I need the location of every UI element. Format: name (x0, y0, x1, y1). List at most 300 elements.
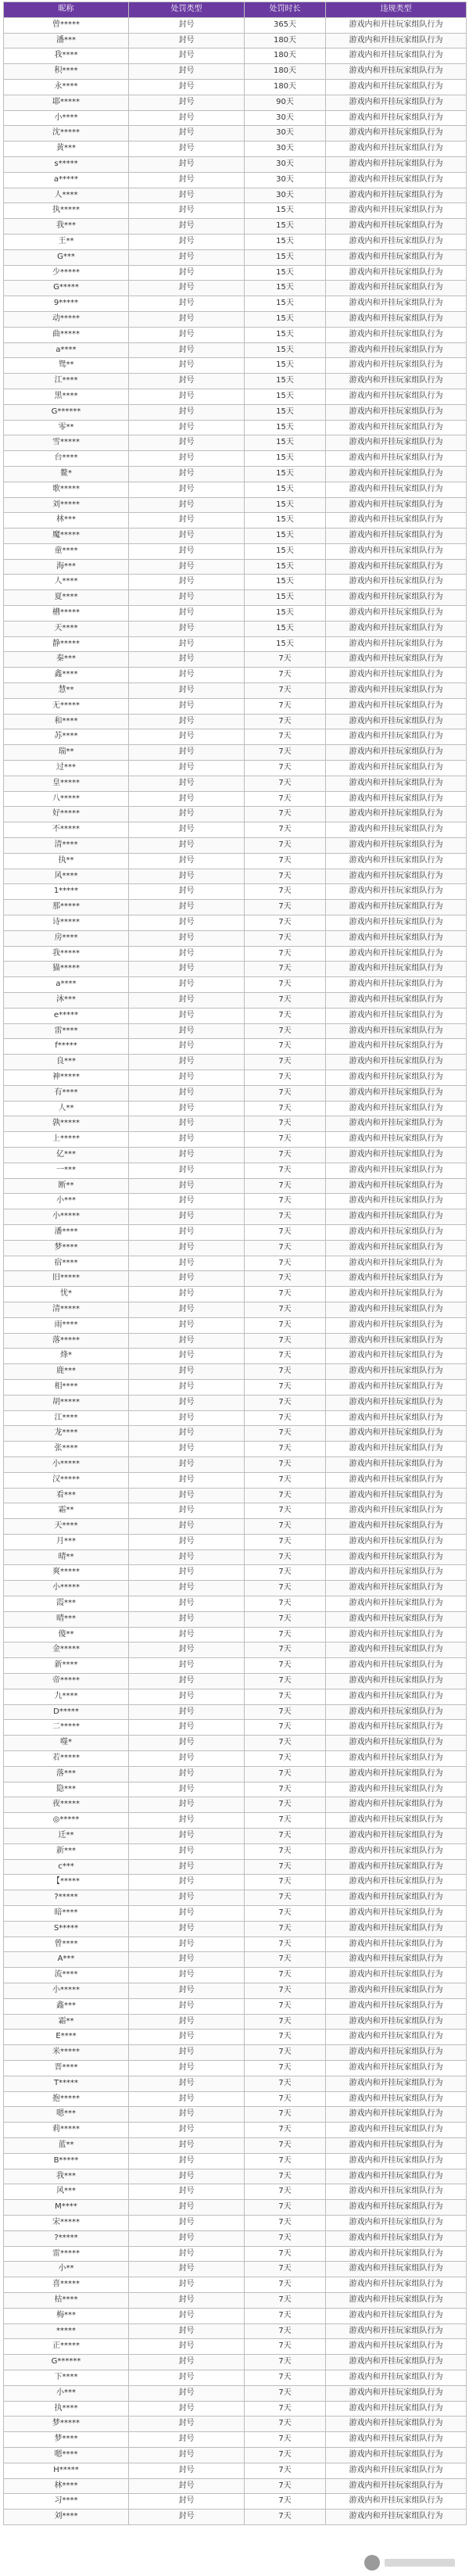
cell-nickname: 隐*** (4, 1782, 129, 1797)
table-row (4, 1317, 467, 1333)
table-row (4, 513, 467, 528)
cell-penalty-duration: 15天 (245, 281, 326, 296)
cell-penalty-duration: 7天 (245, 1349, 326, 1364)
cell-penalty-type: 封号 (129, 1178, 245, 1194)
cell-penalty-type: 封号 (129, 311, 245, 327)
cell-penalty-duration: 7天 (245, 1008, 326, 1023)
cell-penalty-type: 封号 (129, 993, 245, 1009)
table-row (4, 374, 467, 389)
cell-penalty-duration: 7天 (245, 1503, 326, 1519)
cell-penalty-type: 封号 (129, 1008, 245, 1023)
cell-nickname: 梅*** (4, 2308, 129, 2323)
cell-violation-type: 游戏内和开挂玩家组队行为 (326, 1178, 467, 1194)
table-row (4, 156, 467, 172)
cell-penalty-duration: 7天 (245, 1782, 326, 1797)
cell-penalty-type: 封号 (129, 1906, 245, 1922)
cell-violation-type: 游戏内和开挂玩家组队行为 (326, 126, 467, 142)
cell-penalty-duration: 7天 (245, 1101, 326, 1116)
cell-penalty-duration: 7天 (245, 1224, 326, 1240)
cell-penalty-type: 封号 (129, 2463, 245, 2478)
cell-nickname: 蓝** (4, 2137, 129, 2153)
cell-nickname: 喜***** (4, 2277, 129, 2293)
cell-penalty-duration: 15天 (245, 636, 326, 652)
cell-penalty-duration: 15天 (245, 435, 326, 451)
cell-violation-type: 游戏内和开挂玩家组队行为 (326, 652, 467, 668)
cell-violation-type: 游戏内和开挂玩家组队行为 (326, 2401, 467, 2417)
cell-violation-type: 游戏内和开挂玩家组队行为 (326, 900, 467, 915)
cell-penalty-type: 封号 (129, 1843, 245, 1859)
cell-penalty-type: 封号 (129, 2153, 245, 2169)
cell-violation-type: 游戏内和开挂玩家组队行为 (326, 822, 467, 838)
cell-nickname: 梦**** (4, 1240, 129, 1256)
table-row (4, 1008, 467, 1023)
cell-nickname: 小***** (4, 1209, 129, 1225)
cell-penalty-duration: 7天 (245, 2401, 326, 2417)
cell-violation-type: 游戏内和开挂玩家组队行为 (326, 2060, 467, 2076)
cell-penalty-type: 封号 (129, 590, 245, 606)
cell-violation-type: 游戏内和开挂玩家组队行为 (326, 745, 467, 761)
cell-nickname: 执** (4, 853, 129, 869)
cell-penalty-type: 封号 (129, 1488, 245, 1503)
cell-penalty-duration: 7天 (245, 2137, 326, 2153)
cell-nickname: T***** (4, 2076, 129, 2091)
cell-violation-type: 游戏内和开挂玩家组队行为 (326, 838, 467, 854)
cell-penalty-type: 封号 (129, 745, 245, 761)
cell-penalty-type: 封号 (129, 95, 245, 110)
cell-violation-type: 游戏内和开挂玩家组队行为 (326, 482, 467, 497)
cell-violation-type: 游戏内和开挂玩家组队行为 (326, 2385, 467, 2401)
cell-penalty-type: 封号 (129, 1797, 245, 1813)
cell-violation-type: 游戏内和开挂玩家组队行为 (326, 1379, 467, 1395)
cell-violation-type: 游戏内和开挂玩家组队行为 (326, 2215, 467, 2230)
cell-nickname: 小** (4, 2262, 129, 2277)
cell-violation-type: 游戏内和开挂玩家组队行为 (326, 1627, 467, 1643)
cell-penalty-type: 封号 (129, 513, 245, 528)
table-row (4, 389, 467, 404)
table-row (4, 1271, 467, 1287)
cell-nickname: 我*** (4, 219, 129, 235)
cell-violation-type: 游戏内和开挂玩家组队行为 (326, 884, 467, 900)
cell-penalty-duration: 7天 (245, 1968, 326, 1983)
table-row (4, 172, 467, 188)
header-penalty-duration: 处罚时长 (245, 2, 326, 18)
cell-penalty-type: 封号 (129, 1674, 245, 1689)
cell-penalty-type: 封号 (129, 915, 245, 931)
cell-penalty-duration: 7天 (245, 2417, 326, 2432)
cell-penalty-type: 封号 (129, 2076, 245, 2091)
cell-penalty-type: 封号 (129, 2030, 245, 2045)
cell-penalty-duration: 7天 (245, 2478, 326, 2494)
cell-penalty-duration: 15天 (245, 358, 326, 374)
cell-penalty-type: 封号 (129, 1395, 245, 1410)
cell-penalty-type: 封号 (129, 497, 245, 513)
table-row (4, 636, 467, 652)
cell-nickname: 夏**** (4, 590, 129, 606)
cell-penalty-type: 封号 (129, 17, 245, 33)
table-row (4, 95, 467, 110)
cell-penalty-duration: 15天 (245, 482, 326, 497)
cell-penalty-type: 封号 (129, 2308, 245, 2323)
table-row (4, 884, 467, 900)
table-row (4, 219, 467, 235)
cell-violation-type: 游戏内和开挂玩家组队行为 (326, 528, 467, 544)
cell-violation-type: 游戏内和开挂玩家组队行为 (326, 33, 467, 48)
table-row (4, 606, 467, 622)
cell-nickname: a**** (4, 342, 129, 358)
cell-penalty-type: 封号 (129, 621, 245, 636)
cell-nickname: ?***** (4, 1890, 129, 1906)
cell-nickname: 王** (4, 234, 129, 249)
cell-penalty-duration: 7天 (245, 1488, 326, 1503)
cell-penalty-duration: 7天 (245, 2123, 326, 2138)
table-row (4, 188, 467, 203)
cell-penalty-duration: 7天 (245, 1952, 326, 1968)
cell-penalty-duration: 7天 (245, 1472, 326, 1488)
cell-penalty-type: 封号 (129, 327, 245, 342)
cell-nickname: S***** (4, 1921, 129, 1936)
cell-penalty-duration: 7天 (245, 900, 326, 915)
cell-penalty-duration: 7天 (245, 1442, 326, 1457)
cell-penalty-duration: 7天 (245, 1658, 326, 1674)
cell-nickname: 林*** (4, 513, 129, 528)
table-row (4, 1751, 467, 1767)
cell-penalty-duration: 7天 (245, 977, 326, 993)
cell-penalty-duration: 15天 (245, 466, 326, 482)
table-row (4, 2262, 467, 2277)
cell-penalty-type: 封号 (129, 249, 245, 265)
cell-penalty-type: 封号 (129, 1426, 245, 1442)
cell-nickname: 苏**** (4, 729, 129, 745)
cell-violation-type: 游戏内和开挂玩家组队行为 (326, 1519, 467, 1535)
cell-nickname: 黑**** (4, 389, 129, 404)
table-row (4, 1952, 467, 1968)
cell-violation-type: 游戏内和开挂玩家组队行为 (326, 1689, 467, 1704)
cell-nickname: 我*** (4, 2169, 129, 2184)
cell-penalty-duration: 7天 (245, 838, 326, 854)
cell-nickname: 无***** (4, 698, 129, 714)
table-row (4, 2370, 467, 2385)
table-row (4, 2401, 467, 2417)
cell-violation-type: 游戏内和开挂玩家组队行为 (326, 776, 467, 791)
cell-violation-type: 游戏内和开挂玩家组队行为 (326, 17, 467, 33)
cell-violation-type: 游戏内和开挂玩家组队行为 (326, 95, 467, 110)
table-row (4, 807, 467, 822)
table-row (4, 1209, 467, 1225)
cell-nickname: 9***** (4, 296, 129, 312)
cell-nickname: 和**** (4, 714, 129, 729)
cell-penalty-type: 封号 (129, 1596, 245, 1612)
cell-penalty-duration: 7天 (245, 2494, 326, 2510)
table-row (4, 575, 467, 590)
cell-penalty-duration: 7天 (245, 1163, 326, 1178)
cell-penalty-type: 封号 (129, 1379, 245, 1395)
cell-penalty-duration: 7天 (245, 1085, 326, 1101)
cell-penalty-duration: 7天 (245, 1751, 326, 1767)
cell-nickname: 神***** (4, 1069, 129, 1085)
cell-violation-type: 游戏内和开挂玩家组队行为 (326, 1596, 467, 1612)
table-row (4, 1426, 467, 1442)
cell-violation-type: 游戏内和开挂玩家组队行为 (326, 2370, 467, 2385)
cell-nickname: 鳌* (4, 466, 129, 482)
cell-violation-type: 游戏内和开挂玩家组队行为 (326, 2230, 467, 2246)
cell-penalty-duration: 7天 (245, 2076, 326, 2091)
cell-nickname: 静***** (4, 636, 129, 652)
cell-penalty-type: 封号 (129, 2401, 245, 2417)
cell-nickname: 林**** (4, 2478, 129, 2494)
table-row (4, 1843, 467, 1859)
table-row (4, 1023, 467, 1039)
cell-violation-type: 游戏内和开挂玩家组队行为 (326, 1921, 467, 1936)
cell-violation-type: 游戏内和开挂玩家组队行为 (326, 962, 467, 977)
cell-nickname: 迁** (4, 1829, 129, 1844)
cell-penalty-duration: 7天 (245, 2510, 326, 2525)
table-row (4, 1410, 467, 1426)
cell-violation-type: 游戏内和开挂玩家组队行为 (326, 668, 467, 683)
table-row (4, 528, 467, 544)
cell-violation-type: 游戏内和开挂玩家组队行为 (326, 2478, 467, 2494)
table-row (4, 2417, 467, 2432)
cell-penalty-duration: 7天 (245, 1023, 326, 1039)
cell-penalty-duration: 7天 (245, 761, 326, 776)
table-row (4, 1611, 467, 1627)
cell-nickname: 鑫*** (4, 1998, 129, 2014)
cell-penalty-duration: 15天 (245, 606, 326, 622)
table-body (4, 17, 467, 2524)
cell-penalty-duration: 30天 (245, 172, 326, 188)
cell-nickname: 永**** (4, 79, 129, 95)
table-row (4, 1689, 467, 1704)
cell-violation-type: 游戏内和开挂玩家组队行为 (326, 993, 467, 1009)
table-row (4, 1456, 467, 1472)
table-header (4, 2, 467, 18)
cell-violation-type: 游戏内和开挂玩家组队行为 (326, 1534, 467, 1550)
table-row (4, 1936, 467, 1952)
cell-penalty-type: 封号 (129, 2355, 245, 2370)
cell-nickname: ◎***** (4, 1813, 129, 1829)
cell-violation-type: 游戏内和开挂玩家组队行为 (326, 2246, 467, 2262)
cell-nickname: 1***** (4, 884, 129, 900)
table-row (4, 1797, 467, 1813)
cell-violation-type: 游戏内和开挂玩家组队行为 (326, 2014, 467, 2030)
cell-violation-type: 游戏内和开挂玩家组队行为 (326, 2432, 467, 2448)
cell-penalty-duration: 7天 (245, 1147, 326, 1163)
cell-penalty-type: 封号 (129, 2370, 245, 2385)
cell-penalty-duration: 7天 (245, 668, 326, 683)
table-row (4, 1240, 467, 1256)
cell-violation-type: 游戏内和开挂玩家组队行为 (326, 265, 467, 281)
cell-penalty-type: 封号 (129, 1317, 245, 1333)
cell-penalty-type: 封号 (129, 2107, 245, 2123)
cell-penalty-type: 封号 (129, 714, 245, 729)
cell-nickname: 夜***** (4, 1797, 129, 1813)
cell-penalty-type: 封号 (129, 1240, 245, 1256)
cell-penalty-duration: 7天 (245, 2184, 326, 2200)
cell-nickname: 流**** (4, 1968, 129, 1983)
cell-penalty-type: 封号 (129, 1581, 245, 1596)
cell-nickname: 曾***** (4, 17, 129, 33)
cell-penalty-duration: 7天 (245, 1921, 326, 1936)
cell-penalty-duration: 7天 (245, 1643, 326, 1658)
cell-penalty-duration: 7天 (245, 2091, 326, 2107)
cell-penalty-type: 封号 (129, 869, 245, 884)
table-row (4, 1983, 467, 1999)
cell-penalty-type: 封号 (129, 528, 245, 544)
cell-penalty-type: 封号 (129, 79, 245, 95)
cell-violation-type: 游戏内和开挂玩家组队行为 (326, 1271, 467, 1287)
cell-nickname: 海*** (4, 559, 129, 575)
cell-nickname: 亿*** (4, 1147, 129, 1163)
cell-nickname: 傻** (4, 1627, 129, 1643)
cell-penalty-type: 封号 (129, 2432, 245, 2448)
cell-nickname: 嗯**** (4, 2447, 129, 2463)
table-row (4, 2230, 467, 2246)
table-row (4, 234, 467, 249)
cell-nickname: 张**** (4, 1442, 129, 1457)
table-row (4, 745, 467, 761)
table-row (4, 466, 467, 482)
cell-penalty-type: 封号 (129, 575, 245, 590)
cell-nickname: 霜** (4, 2014, 129, 2030)
table-row (4, 358, 467, 374)
cell-penalty-type: 封号 (129, 1643, 245, 1658)
cell-penalty-type: 封号 (129, 1766, 245, 1782)
cell-nickname: 宋***** (4, 2215, 129, 2230)
cell-penalty-duration: 7天 (245, 1859, 326, 1875)
cell-nickname: 清***** (4, 1302, 129, 1317)
cell-nickname: 天**** (4, 621, 129, 636)
cell-violation-type: 游戏内和开挂玩家组队行为 (326, 1456, 467, 1472)
cell-nickname: 噬* (4, 1736, 129, 1751)
cell-penalty-type: 封号 (129, 1410, 245, 1426)
cell-violation-type: 游戏内和开挂玩家组队行为 (326, 946, 467, 962)
cell-nickname: 断** (4, 1178, 129, 1194)
cell-penalty-duration: 15天 (245, 219, 326, 235)
cell-nickname: 霜** (4, 1503, 129, 1519)
cell-nickname: 烽* (4, 1349, 129, 1364)
cell-penalty-duration: 7天 (245, 1178, 326, 1194)
cell-penalty-type: 封号 (129, 977, 245, 993)
cell-penalty-type: 封号 (129, 203, 245, 219)
cell-penalty-duration: 7天 (245, 1550, 326, 1565)
cell-violation-type: 游戏内和开挂玩家组队行为 (326, 1906, 467, 1922)
cell-nickname: 动***** (4, 311, 129, 327)
cell-violation-type: 游戏内和开挂玩家组队行为 (326, 1472, 467, 1488)
cell-violation-type: 游戏内和开挂玩家组队行为 (326, 2030, 467, 2045)
cell-penalty-duration: 7天 (245, 1581, 326, 1596)
cell-penalty-duration: 7天 (245, 1194, 326, 1209)
cell-nickname: 潘*** (4, 33, 129, 48)
cell-violation-type: 游戏内和开挂玩家组队行为 (326, 156, 467, 172)
cell-penalty-type: 封号 (129, 110, 245, 126)
cell-violation-type: 游戏内和开挂玩家组队行为 (326, 590, 467, 606)
cell-penalty-type: 封号 (129, 2184, 245, 2200)
table-row (4, 311, 467, 327)
cell-penalty-duration: 7天 (245, 1240, 326, 1256)
cell-penalty-type: 封号 (129, 1782, 245, 1797)
cell-violation-type: 游戏内和开挂玩家组队行为 (326, 761, 467, 776)
cell-violation-type: 游戏内和开挂玩家组队行为 (326, 1395, 467, 1410)
cell-penalty-type: 封号 (129, 2014, 245, 2030)
table-row (4, 1581, 467, 1596)
cell-penalty-type: 封号 (129, 156, 245, 172)
table-row (4, 281, 467, 296)
cell-violation-type: 游戏内和开挂玩家组队行为 (326, 2447, 467, 2463)
cell-penalty-type: 封号 (129, 1751, 245, 1767)
cell-nickname: 清**** (4, 838, 129, 854)
cell-penalty-duration: 7天 (245, 1364, 326, 1380)
cell-violation-type: 游戏内和开挂玩家组队行为 (326, 2417, 467, 2432)
cell-penalty-duration: 7天 (245, 1813, 326, 1829)
cell-penalty-duration: 7天 (245, 652, 326, 668)
cell-nickname: 晴*** (4, 1611, 129, 1627)
cell-violation-type: 游戏内和开挂玩家组队行为 (326, 1998, 467, 2014)
cell-nickname: 慧** (4, 683, 129, 699)
cell-penalty-duration: 7天 (245, 962, 326, 977)
cell-violation-type: 游戏内和开挂玩家组队行为 (326, 543, 467, 559)
cell-penalty-type: 封号 (129, 1085, 245, 1101)
table-row (4, 2123, 467, 2138)
cell-penalty-type: 封号 (129, 1875, 245, 1890)
cell-violation-type: 游戏内和开挂玩家组队行为 (326, 404, 467, 420)
cell-violation-type: 游戏内和开挂玩家组队行为 (326, 2355, 467, 2370)
cell-penalty-type: 封号 (129, 172, 245, 188)
cell-violation-type: 游戏内和开挂玩家组队行为 (326, 1410, 467, 1426)
cell-penalty-type: 封号 (129, 1209, 245, 1225)
table-row (4, 1519, 467, 1535)
cell-penalty-type: 封号 (129, 2169, 245, 2184)
cell-penalty-type: 封号 (129, 2510, 245, 2525)
cell-violation-type: 游戏内和开挂玩家组队行为 (326, 1611, 467, 1627)
cell-nickname: 帝***** (4, 1674, 129, 1689)
table-row (4, 1720, 467, 1736)
cell-violation-type: 游戏内和开挂玩家组队行为 (326, 1720, 467, 1736)
cell-violation-type: 游戏内和开挂玩家组队行为 (326, 1890, 467, 1906)
cell-penalty-type: 封号 (129, 1302, 245, 1317)
cell-violation-type: 游戏内和开挂玩家组队行为 (326, 2107, 467, 2123)
cell-penalty-type: 封号 (129, 2123, 245, 2138)
cell-penalty-type: 封号 (129, 1364, 245, 1380)
cell-violation-type: 游戏内和开挂玩家组队行为 (326, 2308, 467, 2323)
cell-violation-type: 游戏内和开挂玩家组队行为 (326, 2277, 467, 2293)
table-row (4, 2200, 467, 2216)
cell-penalty-duration: 7天 (245, 807, 326, 822)
table-row (4, 1395, 467, 1410)
cell-penalty-duration: 30天 (245, 142, 326, 157)
cell-penalty-type: 封号 (129, 1550, 245, 1565)
cell-penalty-duration: 7天 (245, 1271, 326, 1287)
cell-penalty-duration: 7天 (245, 698, 326, 714)
cell-nickname: a***** (4, 172, 129, 188)
table-row (4, 1132, 467, 1148)
cell-penalty-type: 封号 (129, 2215, 245, 2230)
table-row (4, 1906, 467, 1922)
cell-penalty-type: 封号 (129, 1101, 245, 1116)
cell-penalty-duration: 7天 (245, 1209, 326, 1225)
cell-nickname: 雪***** (4, 435, 129, 451)
table-row (4, 1550, 467, 1565)
cell-violation-type: 游戏内和开挂玩家组队行为 (326, 2076, 467, 2091)
cell-nickname: 执***** (4, 203, 129, 219)
cell-penalty-type: 封号 (129, 389, 245, 404)
cell-nickname: 正***** (4, 2339, 129, 2355)
cell-violation-type: 游戏内和开挂玩家组队行为 (326, 1364, 467, 1380)
cell-penalty-duration: 7天 (245, 2045, 326, 2061)
cell-nickname: 枯**** (4, 2292, 129, 2308)
cell-penalty-type: 封号 (129, 776, 245, 791)
table-row (4, 404, 467, 420)
cell-violation-type: 游戏内和开挂玩家组队行为 (326, 79, 467, 95)
cell-penalty-type: 封号 (129, 296, 245, 312)
